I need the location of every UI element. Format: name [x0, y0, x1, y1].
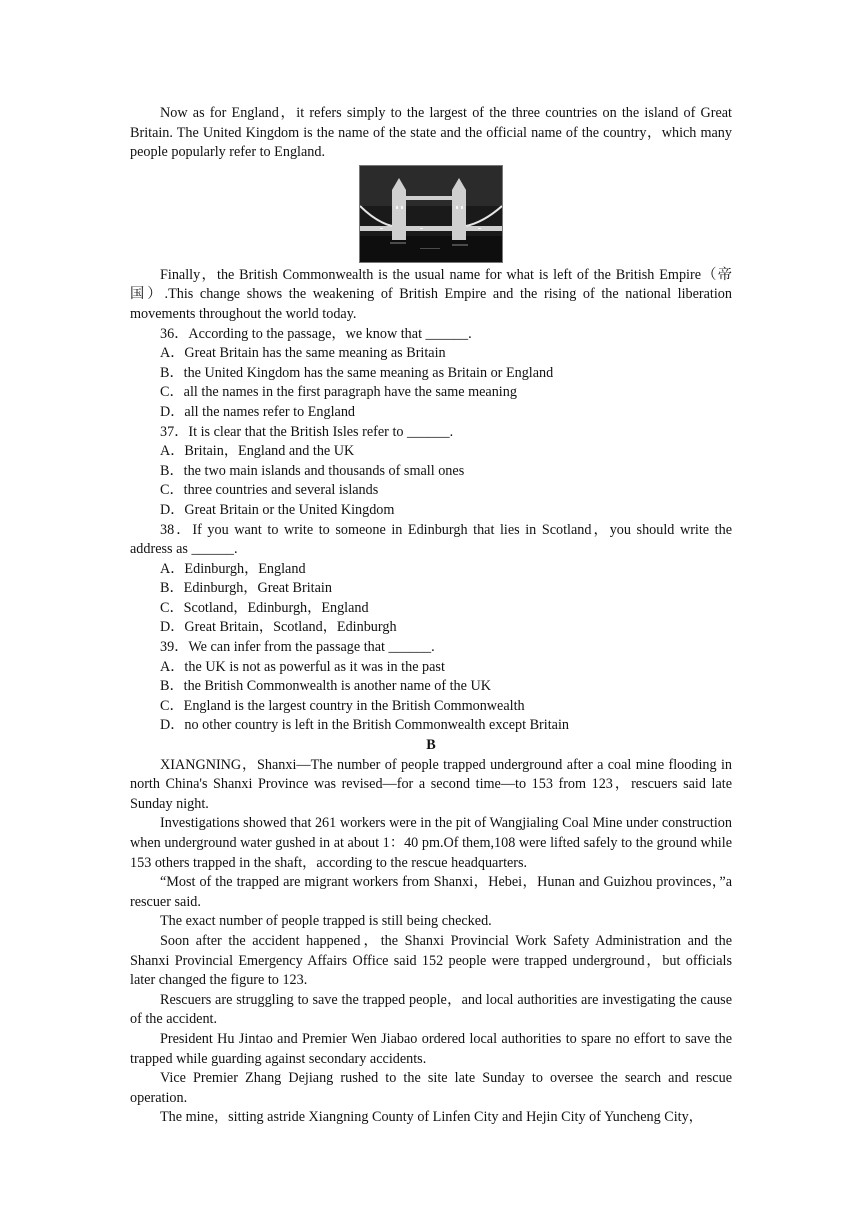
passage-b-paragraph: Rescuers are struggling to save the trapped people，and local authorities are investigating the cause of the accident.	[130, 991, 732, 1028]
passage-a-paragraph-1: Now as for England，it refers simply to the largest of the three countries on the island of Great Britain. The United Kingdom is the name of the state and the official name of the country，which many people popularly refer to England.	[130, 105, 732, 161]
passage-b-paragraph: Vice Premier Zhang Dejiang rushed to the site late Sunday to oversee the search and rescue operation.	[130, 1070, 732, 1106]
option-b: B．the two main islands and thousands of small ones	[160, 462, 465, 479]
option-d: D．Great Britain or the United Kingdom	[160, 501, 395, 518]
option-a: A．Britain，England and the UK	[160, 443, 355, 460]
question-stem: 36．According to the passage，we know that ______.	[160, 325, 472, 342]
option-c: C．Scotland，Edinburgh，England	[160, 599, 369, 616]
passage-b-paragraph: XIANGNING，Shanxi—The number of people trapped underground after a coal mine flooding in north China's Shanxi Province was revised—for a second time—to 153 from 123，rescuers said late Sunday night.	[130, 756, 732, 812]
question-stem: 39．We can infer from the passage that ______.	[160, 639, 435, 656]
option-a: A．Great Britain has the same meaning as Britain	[160, 345, 446, 362]
tower-bridge-night-photo	[359, 165, 503, 263]
option-d: D．all the names refer to England	[160, 403, 356, 420]
question-stem: 37．It is clear that the British Isles refer to ______.	[160, 423, 454, 440]
question-37	[130, 423, 732, 521]
option-a: A．Edinburgh，England	[160, 560, 306, 577]
option-b: B．Edinburgh，Great Britain	[160, 580, 332, 597]
passage-b	[130, 756, 732, 1128]
passage-a-paragraph-2: Finally，the British Commonwealth is the usual name for what is left of the British Empire（帝国）.This change shows the weakening of British Empire and the rising of the national liberation movements throughout the world today.	[130, 266, 732, 322]
passage-b-paragraph: Soon after the accident happened，the Shanxi Provincial Work Safety Administration and the Shanxi Provincial Emergency Affairs Office said 152 people were trapped underground，but officials later changed the figure to 123.	[130, 932, 732, 989]
section-heading: B	[426, 737, 436, 754]
passage-b-paragraph: President Hu Jintao and Premier Wen Jiabao ordered local authorities to spare no effort to save the trapped while guarding against secondary accidents.	[130, 1030, 732, 1067]
question-stem: 38．If you want to write to someone in Edinburgh that lies in Scotland，you should write the address as ______.	[130, 521, 732, 558]
question-39	[130, 638, 732, 736]
option-b: B．the British Commonwealth is another name of the UK	[160, 678, 491, 695]
option-c: C．England is the largest country in the British Commonwealth	[160, 697, 525, 714]
document-page	[130, 104, 732, 1128]
option-c: C．three countries and several islands	[160, 482, 379, 499]
passage-b-paragraph: The exact number of people trapped is still being checked.	[160, 913, 492, 930]
option-c: C．all the names in the first paragraph have the same meaning	[160, 384, 517, 401]
passage-b-paragraph: The mine，sitting astride Xiangning County of Linfen City and Hejin City of Yuncheng City，	[160, 1109, 703, 1126]
option-a: A．the UK is not as powerful as it was in the past	[160, 658, 445, 675]
passage-b-paragraph: Investigations showed that 261 workers were in the pit of Wangjialing Coal Mine under construction when underground water gushed in at about 1：40 pm.Of them,108 were lifted safely to the ground while 153 others trapped in the shaft，according to the rescue headquarters.	[130, 815, 732, 871]
passage-b-paragraph: “Most of the trapped are migrant workers from Shanxi，Hebei，Hunan and Guizhou provinces，”a rescuer said.	[130, 874, 732, 910]
option-d: D．Great Britain，Scotland，Edinburgh	[160, 619, 397, 636]
option-d: D．no other country is left in the British Commonwealth except Britain	[160, 717, 569, 734]
question-36	[130, 325, 732, 423]
question-38	[130, 521, 732, 639]
option-b: B．the United Kingdom has the same meaning as Britain or England	[160, 364, 554, 381]
